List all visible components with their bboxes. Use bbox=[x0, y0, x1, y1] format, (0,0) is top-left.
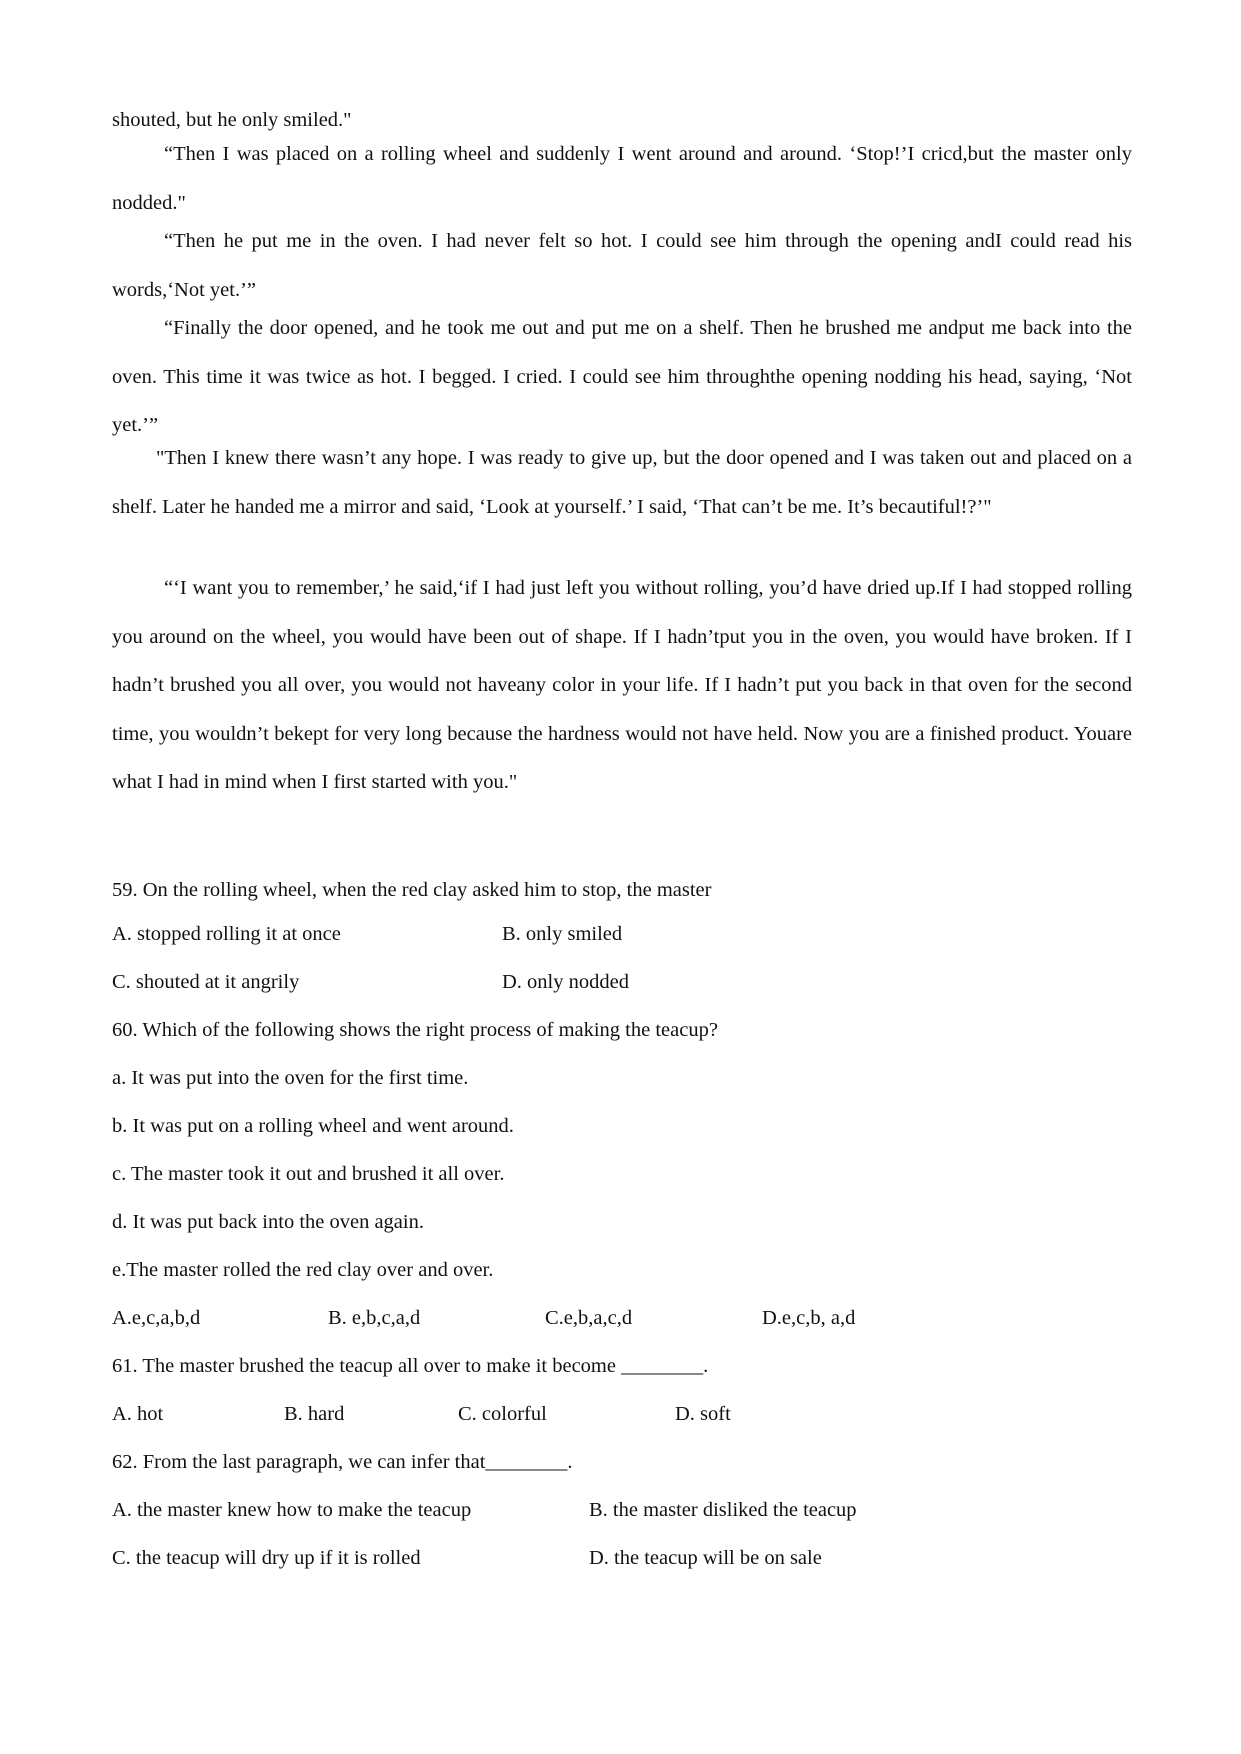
question-62-stem: 62. From the last paragraph, we can infer that________. bbox=[112, 1451, 573, 1473]
question-61-stem: 61. The master brushed the teacup all over to make it become ________. bbox=[112, 1355, 709, 1377]
question-60-step-b: b. It was put on a rolling wheel and went around. bbox=[112, 1115, 514, 1137]
question-59-option-c: C. shouted at it angrily bbox=[112, 971, 300, 993]
question-61-option-c: C. colorful bbox=[458, 1403, 547, 1425]
question-60-step-c: c. The master took it out and brushed it all over. bbox=[112, 1163, 505, 1185]
question-60-option-d: D.e,c,b, a,d bbox=[762, 1307, 856, 1329]
question-60-option-c: C.e,b,a,c,d bbox=[545, 1307, 633, 1329]
passage-paragraph-1: shouted, but he only smiled." bbox=[112, 109, 352, 131]
question-59-option-b: B. only smiled bbox=[502, 923, 623, 945]
question-60-step-d: d. It was put back into the oven again. bbox=[112, 1211, 424, 1233]
passage-paragraph-4: “Finally the door opened, and he took me out and put me on a shelf. Then he brushed me andput me back into the oven. This time it was twice as hot. I begged. I cried. I could see him throughthe opening nodding his head, saying, ‘Not yet.’” bbox=[112, 317, 1132, 436]
question-62-option-c: C. the teacup will dry up if it is rolled bbox=[112, 1547, 421, 1569]
question-62-option-d: D. the teacup will be on sale bbox=[589, 1547, 822, 1569]
question-59-stem: 59. On the rolling wheel, when the red clay asked him to stop, the master bbox=[112, 879, 712, 901]
passage-paragraph-6: “‘I want you to remember,’ he said,‘if I had just left you without rolling, you’d have dried up.If I had stopped rolling you around on the wheel, you would have been out of shape. If I hadn’tput you in the oven, you would have broken. If I hadn’t brushed you all over, you would not haveany color in your life. If I hadn’t put you back in that oven for the second time, you wouldn’t bekept for very long because the hardness would not have held. Now you are a finished product. Youare what I had in mind when I first started with you." bbox=[112, 577, 1132, 793]
question-62-option-b: B. the master disliked the teacup bbox=[589, 1499, 857, 1521]
question-61-option-b: B. hard bbox=[284, 1403, 345, 1425]
passage-paragraph-5: "Then I knew there wasn’t any hope. I was ready to give up, but the door opened and I was taken out and placed on a shelf. Later he handed me a mirror and said, ‘Look at yourself.’ I said, ‘That can’t be me. It’s becautiful!?’" bbox=[112, 447, 1132, 518]
question-61-option-d: D. soft bbox=[675, 1403, 731, 1425]
question-60-option-a: A.e,c,a,b,d bbox=[112, 1307, 201, 1329]
question-62-option-a: A. the master knew how to make the teacup bbox=[112, 1499, 472, 1521]
question-59-option-a: A. stopped rolling it at once bbox=[112, 923, 341, 945]
question-60-option-b: B. e,b,c,a,d bbox=[328, 1307, 421, 1329]
question-60-step-a: a. It was put into the oven for the first time. bbox=[112, 1067, 469, 1089]
question-60-stem: 60. Which of the following shows the right process of making the teacup? bbox=[112, 1019, 718, 1041]
question-60-step-e: e.The master rolled the red clay over and over. bbox=[112, 1259, 494, 1281]
passage-paragraph-2: “Then I was placed on a rolling wheel and suddenly I went around and around. ‘Stop!’I cricd,but the master only nodded." bbox=[112, 143, 1132, 214]
question-61-option-a: A. hot bbox=[112, 1403, 164, 1425]
question-59-option-d: D. only nodded bbox=[502, 971, 629, 993]
passage-paragraph-3: “Then he put me in the oven. I had never felt so hot. I could see him through the opening andI could read his words,‘Not yet.’” bbox=[112, 230, 1132, 301]
